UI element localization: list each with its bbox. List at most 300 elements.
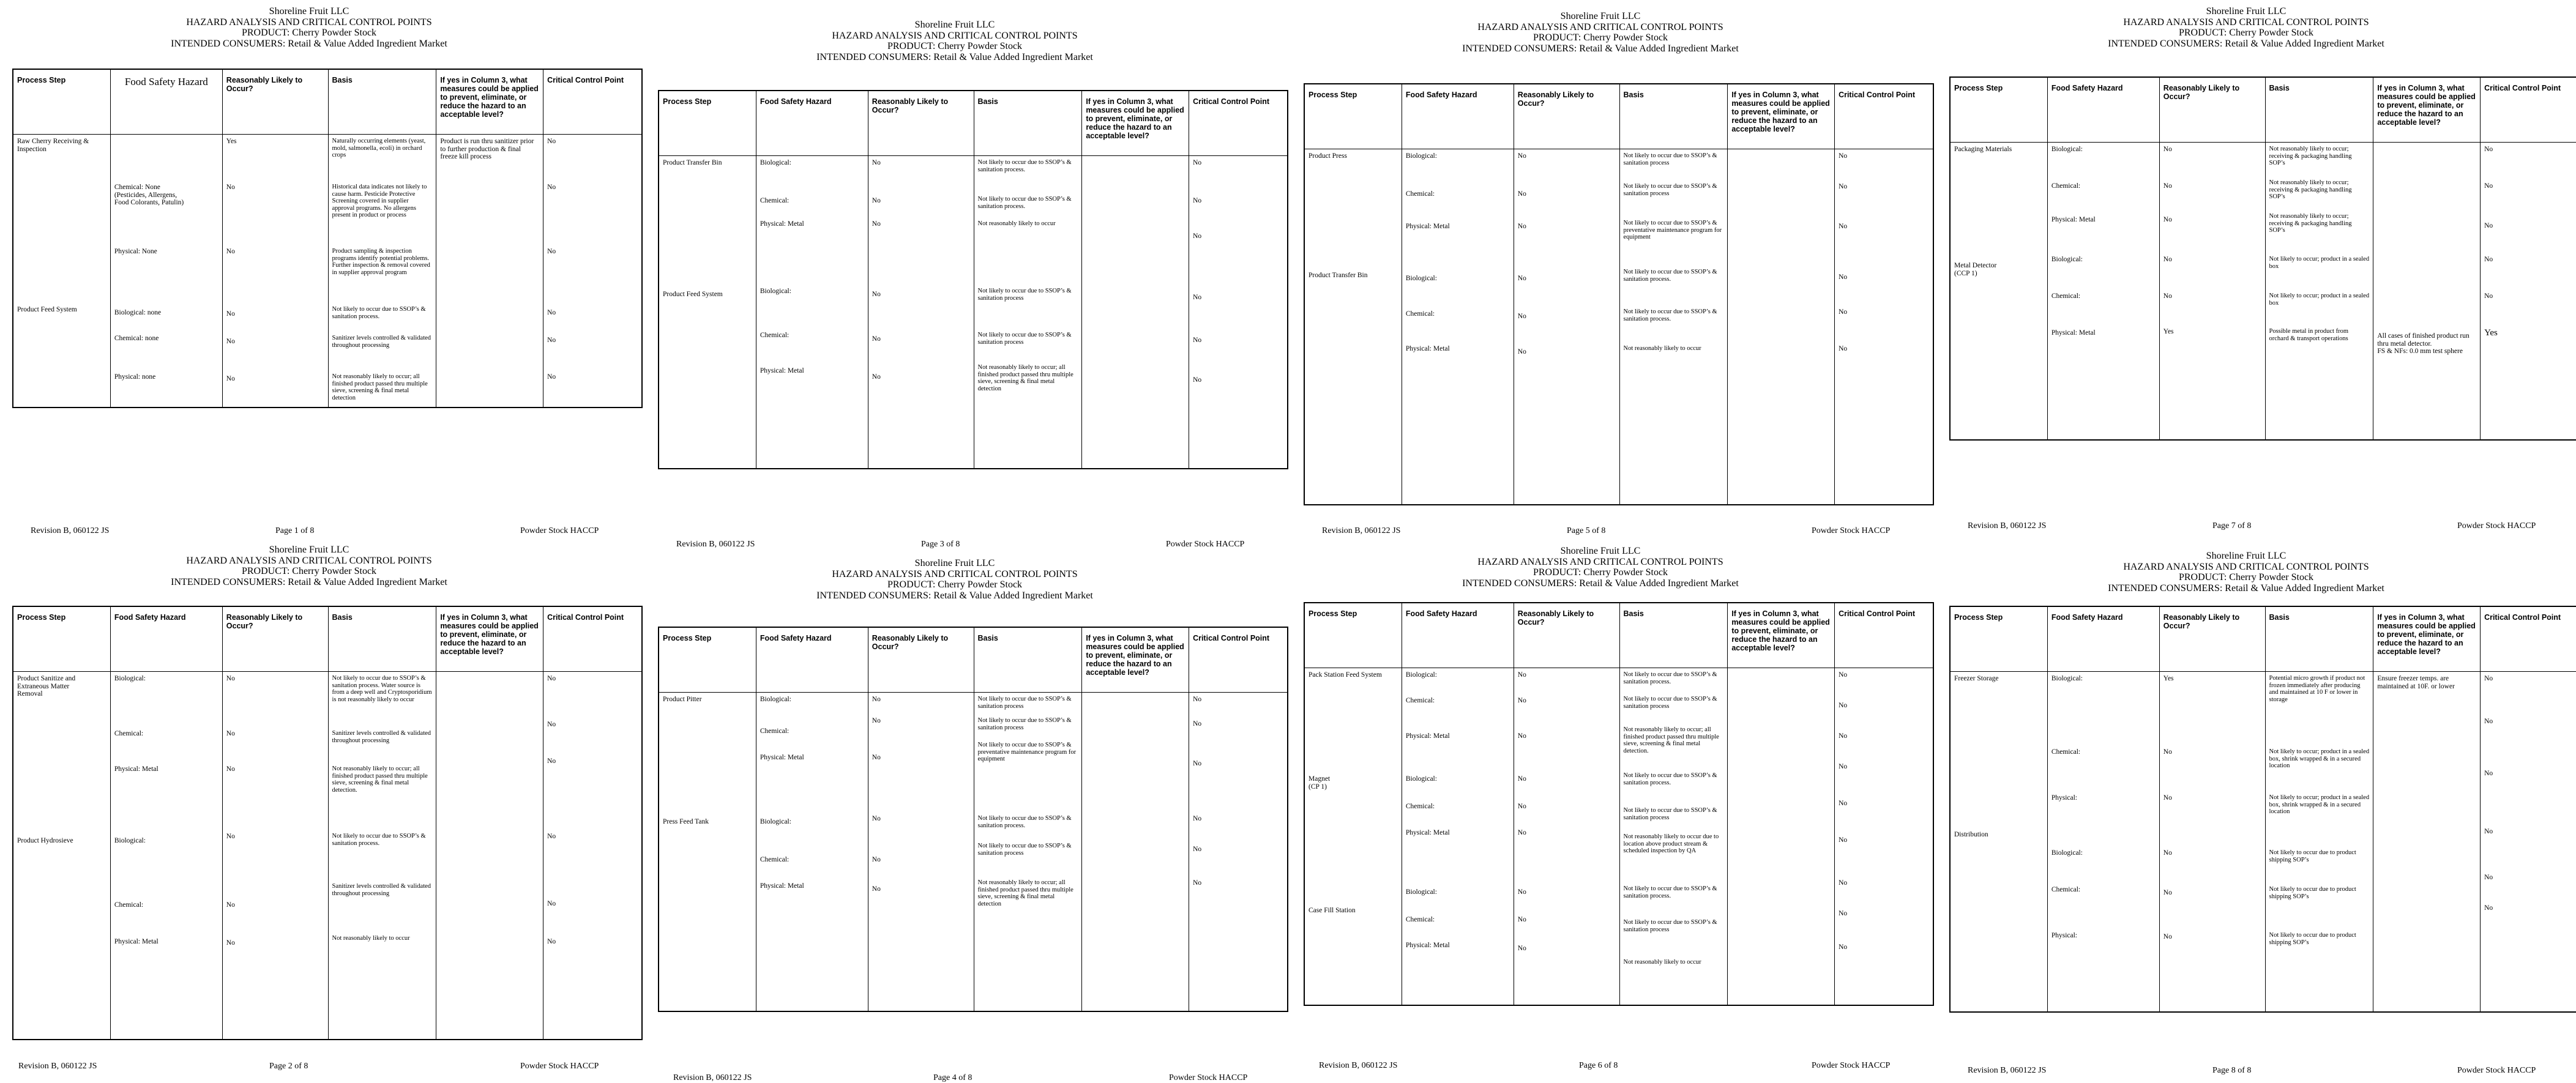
- cell-entry: Chemical:: [2051, 292, 2081, 300]
- cell-entry: No: [226, 310, 235, 318]
- table-cell: [2265, 143, 2373, 441]
- plan-title: HAZARD ANALYSIS AND CRITICAL CONTROL POINTS: [1477, 556, 1723, 567]
- cell-entry: Product Feed System: [663, 291, 723, 298]
- column-header: If yes in Column 3, what measures could be applied to prevent, eliminate, or reduce the hazard to an acceptable level?: [436, 606, 543, 672]
- cell-entry: Chemical:: [1405, 916, 1435, 923]
- cell-entry: Not likely to occur due to SSOP’s & sanitation process: [977, 332, 1072, 346]
- page-number: Page 7 of 8: [2212, 521, 2252, 530]
- cell-entry: Product is run thru sanitizer prior to further production & final freeze kill process: [440, 138, 534, 160]
- column-header: Process Step: [1950, 606, 2047, 672]
- cell-entry: No: [226, 730, 235, 737]
- cell-entry: No: [1517, 888, 1526, 896]
- table-cell: [2481, 143, 2576, 441]
- cell-entry: Not reasonably likely to occur; all finished product passed thru multiple sieve, screening & final metal detection.: [332, 765, 428, 794]
- page-number: Page 3 of 8: [921, 540, 960, 549]
- column-header: Process Step: [13, 69, 110, 135]
- table-cell: [2047, 143, 2159, 441]
- cell-entry: No: [872, 754, 881, 761]
- cell-entry: Not likely to occur due to SSOP’s & sanitation process.: [977, 815, 1072, 829]
- cell-entry: Chemical:: [2051, 886, 2081, 893]
- cell-entry: No: [1839, 183, 1848, 190]
- column-header: Process Step: [659, 627, 756, 693]
- cell-entry: Not likely to occur due to SSOP’s & sanitation process.: [977, 159, 1072, 173]
- page-number: Page 1 of 8: [275, 526, 315, 535]
- cell-entry: No: [1517, 829, 1526, 836]
- cell-entry: Not likely to occur due to product shipping SOP’s: [2269, 932, 2356, 946]
- cell-entry: Biological:: [114, 675, 146, 682]
- cell-entry: Product Transfer Bin: [1309, 272, 1368, 279]
- table-cell: [1082, 693, 1189, 1012]
- product-line: PRODUCT: Cherry Powder Stock: [887, 41, 1023, 51]
- table-row: [13, 672, 642, 1040]
- table-cell: [2265, 672, 2373, 1013]
- column-header: Process Step: [1304, 84, 1402, 149]
- plan-title: HAZARD ANALYSIS AND CRITICAL CONTROL POINTS: [186, 17, 432, 28]
- column-header: If yes in Column 3, what measures could be applied to prevent, eliminate, or reduce the hazard to an acceptable level?: [1082, 627, 1189, 693]
- document-name: Powder Stock HACCP: [2457, 521, 2536, 530]
- table-cell: [1304, 668, 1402, 1006]
- cell-entry: No: [872, 220, 881, 228]
- cell-entry: No: [1193, 233, 1202, 240]
- cell-entry: Not likely to occur due to SSOP’s & sanitation process.: [332, 306, 426, 320]
- cell-entry: Chemical:: [114, 901, 144, 909]
- column-header: Critical Control Point: [1189, 91, 1288, 156]
- cell-entry: No: [1839, 152, 1848, 160]
- document-name: Powder Stock HACCP: [520, 1062, 599, 1071]
- cell-entry: No: [1517, 732, 1526, 740]
- cell-entry: No: [872, 335, 881, 343]
- cell-entry: No: [2163, 182, 2172, 190]
- cell-entry: No: [547, 675, 556, 682]
- column-header: If yes in Column 3, what measures could be applied to prevent, eliminate, or reduce the hazard to an acceptable level?: [1082, 91, 1189, 156]
- cell-entry: Not reasonably likely to occur; all finished product passed thru multiple sieve, screening & final metal detection: [977, 879, 1073, 907]
- cell-entry: No: [226, 765, 235, 773]
- product-line: PRODUCT: Cherry Powder Stock: [887, 579, 1023, 590]
- cell-entry: Chemical:: [760, 856, 790, 863]
- cell-entry: Not likely to occur due to SSOP’s & sanitation process: [1623, 919, 1717, 933]
- column-header: Critical Control Point: [543, 69, 642, 135]
- cell-entry: No: [547, 184, 556, 191]
- product-line: PRODUCT: Cherry Powder Stock: [241, 566, 377, 576]
- cell-entry: No: [1839, 345, 1848, 352]
- cell-entry: Historical data indicates not likely to cause harm. Pesticide Protective Screening covered in supplier approval programs. No allergens present in product or process: [332, 184, 427, 218]
- table-cell: [1950, 672, 2047, 1013]
- cell-entry: Freezer Storage: [1954, 675, 1999, 682]
- page-number: Page 4 of 8: [933, 1073, 973, 1082]
- cell-entry: No: [1193, 197, 1202, 204]
- cell-entry: Not reasonably likely to occur; all finished product passed thru multiple sieve, screening & final metal detection: [332, 373, 428, 401]
- column-header: Basis: [1619, 603, 1728, 668]
- hazard-table: [1304, 83, 1934, 505]
- company-name: Shoreline Fruit LLC: [2206, 551, 2287, 561]
- cell-entry: Physical: none: [114, 373, 156, 381]
- cell-entry: Physical: Metal: [1405, 829, 1450, 836]
- cell-entry: No: [1839, 879, 1848, 887]
- cell-entry: No: [547, 309, 556, 316]
- table-header-row: [1950, 77, 2576, 143]
- cell-entry: Biological:: [1405, 775, 1437, 783]
- haccp-page: [1291, 540, 1916, 1070]
- cell-entry: No: [2163, 849, 2172, 857]
- revision-label: Revision B, 060122 JS: [1319, 1061, 1398, 1070]
- company-name: Shoreline Fruit LLC: [269, 545, 349, 555]
- cell-entry: No: [547, 138, 556, 145]
- cell-entry: No: [1517, 313, 1526, 320]
- table-cell: [1619, 149, 1728, 505]
- cell-entry: No: [1839, 943, 1848, 951]
- cell-entry: Biological:: [2051, 256, 2083, 263]
- column-header: Reasonably Likely to Occur?: [1514, 603, 1619, 668]
- column-header: Reasonably Likely to Occur?: [2159, 77, 2265, 143]
- column-header: Food Safety Hazard: [2047, 606, 2159, 672]
- cell-entry: Sanitizer levels controlled & validated throughout processing: [332, 883, 431, 897]
- cell-entry: Physical: Metal: [1405, 345, 1450, 352]
- cell-entry: Biological:: [114, 837, 146, 844]
- cell-entry: No: [2163, 292, 2172, 300]
- cell-entry: No: [1839, 836, 1848, 844]
- cell-entry: Raw Cherry Receiving & Inspection: [17, 138, 89, 153]
- cell-entry: Not likely to occur due to SSOP’s & sanitation process: [1623, 183, 1717, 197]
- revision-label: Revision B, 060122 JS: [676, 540, 755, 549]
- consumers-line: INTENDED CONSUMERS: Retail & Value Added Ingredient Market: [2108, 38, 2384, 49]
- product-line: PRODUCT: Cherry Powder Stock: [241, 28, 377, 38]
- cell-entry: Not reasonably likely to occur; all finished product passed thru multiple sieve, screening & final metal detection: [977, 364, 1073, 392]
- table-cell: [974, 156, 1082, 469]
- table-cell: [1728, 149, 1835, 505]
- cell-entry: No: [2484, 718, 2493, 725]
- table-cell: [2047, 672, 2159, 1013]
- cell-entry: Yes: [2163, 328, 2174, 335]
- column-header: Critical Control Point: [1189, 627, 1288, 693]
- hazard-table: [658, 627, 1288, 1012]
- cell-entry: No: [1517, 775, 1526, 783]
- cell-entry: No: [226, 939, 235, 947]
- table-cell: [543, 672, 642, 1040]
- cell-entry: No: [1839, 732, 1848, 740]
- cell-entry: Packaging Materials: [1954, 146, 2012, 153]
- cell-entry: Physical:: [2051, 794, 2077, 802]
- cell-entry: No: [1193, 337, 1202, 344]
- cell-entry: No: [1193, 159, 1202, 166]
- table-cell: [1619, 668, 1728, 1006]
- table-cell: [2373, 143, 2481, 441]
- cell-entry: Product Press: [1309, 152, 1347, 160]
- table-header-row: [1304, 84, 1933, 149]
- cell-entry: Physical:: [2051, 932, 2077, 939]
- company-name: Shoreline Fruit LLC: [1560, 546, 1641, 556]
- table-cell: [1835, 149, 1933, 505]
- table-cell: [328, 135, 436, 408]
- cell-entry: No: [2484, 292, 2493, 300]
- cell-entry: No: [1839, 671, 1848, 679]
- column-header: Basis: [1619, 84, 1728, 149]
- cell-entry: Not reasonably likely to occur: [332, 935, 410, 942]
- table-cell: [13, 672, 110, 1040]
- plan-title: HAZARD ANALYSIS AND CRITICAL CONTROL POINTS: [2123, 561, 2369, 572]
- cell-entry: No: [2484, 770, 2493, 777]
- cell-entry: No: [1839, 223, 1848, 230]
- column-header: If yes in Column 3, what measures could be applied to prevent, eliminate, or reduce the hazard to an acceptable level?: [1728, 84, 1835, 149]
- cell-entry: Not likely to occur due to SSOP’s & sanitation process.: [1623, 671, 1717, 685]
- cell-entry: No: [1193, 846, 1202, 853]
- cell-entry: Not likely to occur due to SSOP’s & sanitation process: [977, 843, 1072, 857]
- column-header: Critical Control Point: [1835, 603, 1933, 668]
- document-name: Powder Stock HACCP: [1812, 1061, 1891, 1070]
- haccp-page: [646, 552, 1270, 1082]
- column-header: Critical Control Point: [2481, 77, 2576, 143]
- column-header: Basis: [328, 606, 436, 672]
- table-row: [1950, 143, 2576, 441]
- column-header: Basis: [328, 69, 436, 135]
- cell-entry: Not likely to occur due to SSOP’s & sanitation process.: [332, 833, 426, 847]
- cell-entry: Not likely to occur; product in a sealed box: [2269, 292, 2370, 307]
- page-header: [646, 558, 1264, 601]
- table-cell: [1189, 693, 1288, 1012]
- revision-label: Revision B, 060122 JS: [673, 1073, 752, 1082]
- cell-entry: Not likely to occur due to SSOP’s & sanitation process.: [1623, 885, 1717, 899]
- cell-entry: Chemical:: [114, 730, 144, 737]
- table-header-row: [1304, 603, 1933, 668]
- cell-entry: No: [226, 184, 235, 191]
- table-cell: [1402, 668, 1514, 1006]
- cell-entry: Not likely to occur due to SSOP’s & preventative maintenance program for equipment: [1623, 220, 1722, 240]
- cell-entry: No: [1839, 308, 1848, 316]
- cell-entry: No: [2484, 828, 2493, 835]
- page-header: [1291, 546, 1910, 589]
- cell-entry: Not likely to occur due to SSOP’s & sanitation process: [977, 717, 1072, 731]
- cell-entry: Chemical:: [1405, 803, 1435, 810]
- cell-entry: Case Fill Station: [1309, 907, 1356, 914]
- cell-entry: No: [226, 248, 235, 255]
- column-header: Critical Control Point: [2481, 606, 2576, 672]
- column-header: Reasonably Likely to Occur?: [868, 627, 974, 693]
- cell-entry: No: [2484, 874, 2493, 881]
- table-cell: [436, 672, 543, 1040]
- table-cell: [543, 135, 642, 408]
- table-row: [659, 156, 1288, 469]
- column-header: Critical Control Point: [1835, 84, 1933, 149]
- cell-entry: Yes: [2484, 328, 2498, 338]
- table-header-row: [659, 91, 1288, 156]
- table-header-row: [13, 606, 642, 672]
- cell-entry: No: [226, 675, 235, 682]
- cell-entry: Not likely to occur; product in a sealed box, shrink wrapped & in a secured location: [2269, 748, 2370, 769]
- column-header: Food Safety Hazard: [2047, 77, 2159, 143]
- column-header: Basis: [974, 627, 1082, 693]
- cell-entry: No: [2163, 794, 2172, 802]
- cell-entry: Product sampling & inspection programs identify potential problems. Further inspection & removal covered in supplier approval program: [332, 248, 430, 276]
- cell-entry: Biological:: [760, 159, 791, 166]
- consumers-line: INTENDED CONSUMERS: Retail & Value Added Ingredient Market: [2108, 582, 2384, 594]
- hazard-table: [1949, 76, 2576, 441]
- cell-entry: Chemical: None (Pesticides, Allergens, Food Colorants, Patulin): [114, 184, 184, 206]
- column-header: Reasonably Likely to Occur?: [2159, 606, 2265, 672]
- cell-entry: Possible metal in product from orchard & transport operations: [2269, 328, 2348, 342]
- cell-entry: No: [1517, 916, 1526, 923]
- cell-entry: No: [2163, 146, 2172, 153]
- company-name: Shoreline Fruit LLC: [1560, 11, 1641, 21]
- cell-entry: No: [547, 248, 556, 255]
- table-cell: [868, 693, 974, 1012]
- cell-entry: Physical: Metal: [1405, 942, 1450, 949]
- table-cell: [222, 135, 328, 408]
- cell-entry: Yes: [226, 138, 237, 145]
- cell-entry: Not likely to occur due to SSOP’s & sanitation process.: [1623, 308, 1717, 322]
- cell-entry: Chemical: none: [114, 335, 159, 342]
- cell-entry: Not reasonably likely to occur; all finished product passed thru multiple sieve, screening & final metal detection.: [1623, 726, 1719, 754]
- page-number: Page 2 of 8: [269, 1062, 308, 1071]
- cell-entry: No: [226, 338, 235, 345]
- plan-title: HAZARD ANALYSIS AND CRITICAL CONTROL POINTS: [1477, 21, 1723, 32]
- column-header: Reasonably Likely to Occur?: [222, 606, 328, 672]
- table-row: [1304, 668, 1933, 1006]
- cell-entry: No: [2163, 933, 2172, 940]
- cell-entry: No: [872, 717, 881, 724]
- cell-entry: Not likely to occur; product in a sealed box, shrink wrapped & in a secured location: [2269, 794, 2370, 815]
- table-row: [659, 693, 1288, 1012]
- table-cell: [222, 672, 328, 1040]
- cell-entry: No: [872, 815, 881, 822]
- haccp-page: [1291, 5, 1916, 535]
- table-row: [13, 135, 642, 408]
- cell-entry: Not reasonably likely to occur: [1623, 959, 1701, 966]
- cell-entry: No: [872, 291, 881, 298]
- cell-entry: Physical: Metal: [2051, 216, 2096, 223]
- column-header: Critical Control Point: [543, 606, 642, 672]
- revision-label: Revision B, 060122 JS: [1322, 526, 1401, 535]
- cell-entry: Physical: Metal: [1405, 223, 1450, 230]
- cell-entry: Press Feed Tank: [663, 818, 709, 825]
- cell-entry: No: [2163, 748, 2172, 756]
- cell-entry: Not reasonably likely to occur; receiving & packaging handling SOP’s: [2269, 179, 2352, 200]
- cell-entry: No: [547, 833, 556, 840]
- column-header: If yes in Column 3, what measures could be applied to prevent, eliminate, or reduce the hazard to an acceptable level?: [1728, 603, 1835, 668]
- cell-entry: Not reasonably likely to occur due to location above product stream & scheduled inspection by QA: [1623, 833, 1719, 854]
- cell-entry: Physical: Metal: [114, 765, 159, 773]
- plan-title: HAZARD ANALYSIS AND CRITICAL CONTROL POINTS: [832, 30, 1078, 41]
- cell-entry: Not reasonably likely to occur: [1623, 345, 1701, 352]
- cell-entry: No: [2484, 675, 2493, 682]
- cell-entry: Chemical:: [1405, 310, 1435, 318]
- table-cell: [756, 693, 868, 1012]
- plan-title: HAZARD ANALYSIS AND CRITICAL CONTROL POINTS: [2123, 17, 2369, 28]
- cell-entry: No: [1517, 945, 1526, 952]
- cell-entry: Not likely to occur due to SSOP’s & sanitation process: [977, 288, 1072, 302]
- consumers-line: INTENDED CONSUMERS: Retail & Value Added Ingredient Market: [1462, 578, 1739, 589]
- haccp-page: [0, 0, 624, 535]
- column-header: Basis: [2265, 606, 2373, 672]
- cell-entry: Product Sanitize and Extraneous Matter Removal: [17, 675, 76, 698]
- table-row: [1950, 672, 2576, 1013]
- column-header: If yes in Column 3, what measures could be applied to prevent, eliminate, or reduce the hazard to an acceptable level?: [2373, 606, 2481, 672]
- revision-label: Revision B, 060122 JS: [1968, 521, 2047, 530]
- cell-entry: Biological:: [760, 818, 791, 825]
- document-name: Powder Stock HACCP: [1166, 540, 1245, 549]
- cell-entry: No: [872, 856, 881, 863]
- cell-entry: No: [1839, 274, 1848, 281]
- column-header: Process Step: [1304, 603, 1402, 668]
- cell-entry: Biological:: [1405, 275, 1437, 282]
- cell-entry: Physical: Metal: [760, 367, 804, 374]
- cell-entry: Not likely to occur due to product shipping SOP’s: [2269, 886, 2356, 900]
- cell-entry: No: [1193, 760, 1202, 767]
- cell-entry: Not likely to occur due to SSOP’s & preventative maintenance program for equipment: [977, 742, 1077, 762]
- cell-entry: Biological:: [760, 696, 791, 703]
- cell-entry: No: [872, 885, 881, 893]
- table-cell: [2159, 672, 2265, 1013]
- column-header: Reasonably Likely to Occur?: [222, 69, 328, 135]
- cell-entry: No: [2163, 216, 2172, 223]
- cell-entry: No: [547, 757, 556, 765]
- cell-entry: All cases of finished product run thru metal detector. FS & NFs: 0.0 mm test sphere: [2377, 332, 2470, 355]
- cell-entry: No: [872, 696, 881, 703]
- page-header: [0, 6, 618, 49]
- table-cell: [13, 135, 110, 408]
- cell-entry: Biological:: [1405, 671, 1437, 679]
- consumers-line: INTENDED CONSUMERS: Retail & Value Added Ingredient Market: [816, 590, 1093, 601]
- page-header: [646, 20, 1264, 62]
- cell-entry: No: [2163, 256, 2172, 263]
- column-header: Food Safety Hazard: [756, 91, 868, 156]
- document-name: Powder Stock HACCP: [1169, 1073, 1248, 1082]
- company-name: Shoreline Fruit LLC: [269, 6, 349, 17]
- cell-entry: Not likely to occur due to product shipping SOP’s: [2269, 849, 2356, 863]
- document-name: Powder Stock HACCP: [520, 526, 599, 535]
- column-header: Basis: [2265, 77, 2373, 143]
- cell-entry: No: [1839, 800, 1848, 807]
- cell-entry: No: [1839, 702, 1848, 709]
- cell-entry: Biological:: [2051, 675, 2083, 682]
- cell-entry: Biological:: [2051, 849, 2083, 857]
- cell-entry: No: [547, 938, 556, 945]
- cell-entry: No: [1839, 763, 1848, 770]
- cell-entry: No: [1839, 910, 1848, 917]
- cell-entry: Magnet (CP 1): [1309, 775, 1331, 791]
- column-header: If yes in Column 3, what measures could be applied to prevent, eliminate, or reduce the hazard to an acceptable level?: [2373, 77, 2481, 143]
- revision-label: Revision B, 060122 JS: [18, 1062, 97, 1071]
- hazard-table: [1949, 606, 2576, 1013]
- page-number: Page 6 of 8: [1579, 1061, 1618, 1070]
- table-row: [1304, 149, 1933, 505]
- cell-entry: Biological:: [760, 288, 791, 295]
- cell-entry: No: [1517, 348, 1526, 355]
- plan-title: HAZARD ANALYSIS AND CRITICAL CONTROL POINTS: [186, 555, 432, 566]
- haccp-page: [0, 538, 624, 1071]
- cell-entry: No: [2484, 146, 2493, 153]
- cell-entry: Not likely to occur due to SSOP’s & sanitation process.: [1623, 269, 1717, 283]
- cell-entry: Chemical:: [760, 728, 790, 735]
- consumers-line: INTENDED CONSUMERS: Retail & Value Added Ingredient Market: [171, 38, 447, 49]
- document-name: Powder Stock HACCP: [1812, 526, 1891, 535]
- haccp-page: [1937, 545, 2561, 1075]
- table-header-row: [1950, 606, 2576, 672]
- company-name: Shoreline Fruit LLC: [914, 20, 995, 30]
- column-header: Food Safety Hazard: [110, 69, 222, 135]
- column-header: If yes in Column 3, what measures could be applied to prevent, eliminate, or reduce the hazard to an acceptable level?: [436, 69, 543, 135]
- cell-entry: No: [1517, 190, 1526, 198]
- cell-entry: Not likely to occur due to SSOP’s & sanitation process. Water source is from a deep well and Cryptosporidium is not reasonably likely to occur: [332, 675, 432, 703]
- cell-entry: No: [872, 197, 881, 204]
- table-header-row: [659, 627, 1288, 693]
- revision-label: Revision B, 060122 JS: [1968, 1066, 2047, 1075]
- table-cell: [436, 135, 543, 408]
- page-number: Page 5 of 8: [1567, 526, 1606, 535]
- cell-entry: No: [1517, 275, 1526, 282]
- table-cell: [2159, 143, 2265, 441]
- haccp-page: [646, 13, 1270, 549]
- table-cell: [1728, 668, 1835, 1006]
- cell-entry: Potential micro growth if product not frozen immediately after producing and maintained at 10 F or lower in storage: [2269, 675, 2365, 703]
